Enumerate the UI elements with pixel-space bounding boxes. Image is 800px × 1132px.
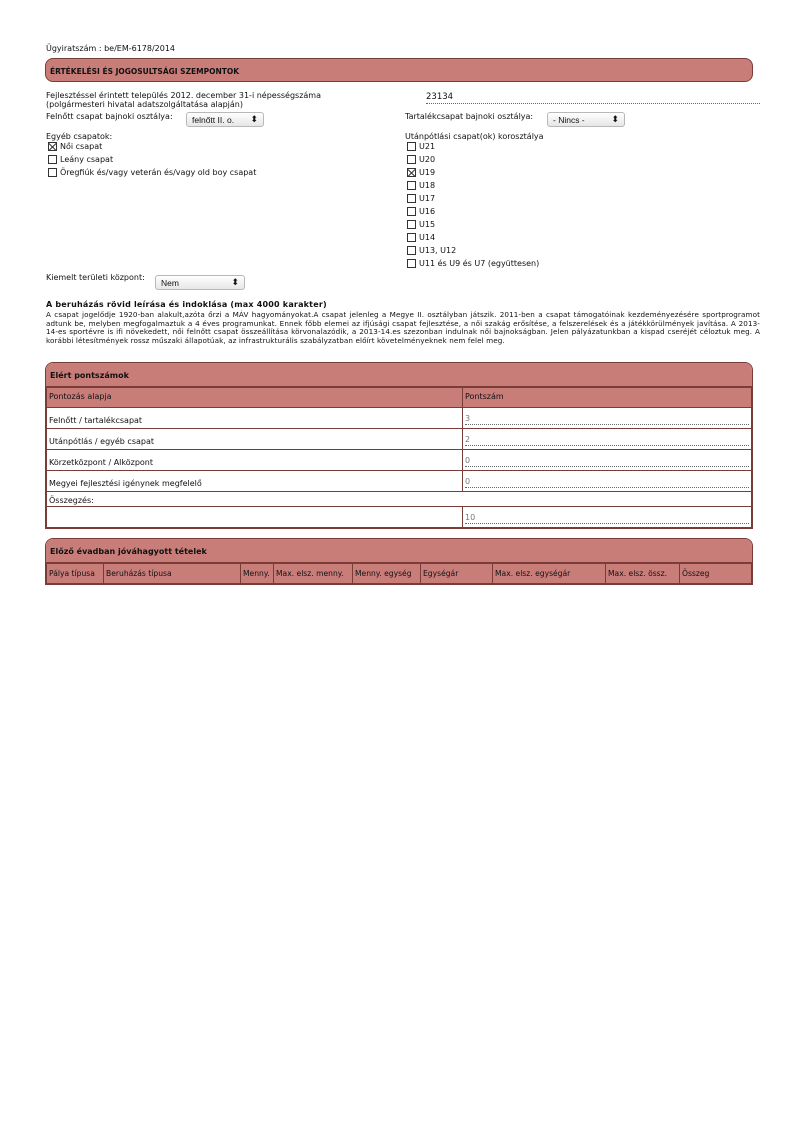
checkbox-icon[interactable] xyxy=(407,220,416,229)
previous-items-header-row xyxy=(47,564,752,584)
checkbox-label: U15 xyxy=(419,220,436,229)
select-arrows-icon: ⬍ xyxy=(231,277,239,287)
youth-u18[interactable] xyxy=(407,181,435,190)
checkbox-label: U18 xyxy=(419,181,436,190)
score-cell xyxy=(463,429,752,450)
score-row-label: Felnőtt / tartalékcsapat xyxy=(47,408,463,429)
youth-u20[interactable] xyxy=(407,155,435,164)
regional-center-label: Kiemelt területi központ: xyxy=(46,273,145,282)
other-team-girls[interactable] xyxy=(48,155,113,164)
score-cell xyxy=(463,471,752,492)
col-max-quantity: Max. elsz. menny. xyxy=(274,564,353,584)
checkbox-label: U17 xyxy=(419,194,436,203)
checkbox-icon[interactable] xyxy=(407,181,416,190)
summary-label-row xyxy=(47,492,752,507)
checkbox-label: U13, U12 xyxy=(419,246,457,255)
table-row xyxy=(47,429,752,450)
scores-title: Elért pontszámok xyxy=(46,363,752,387)
col-max-unit-price: Max. elsz. egységár xyxy=(493,564,606,584)
document-id: Ügyiratszám : be/EM-6178/2014 xyxy=(46,44,176,53)
youth-u16[interactable] xyxy=(407,207,435,216)
col-investment-type: Beruházás típusa xyxy=(104,564,241,584)
score-value: 2 xyxy=(465,434,749,446)
col-unit-price: Egységár xyxy=(421,564,493,584)
description-title: A beruházás rövid leírása és indoklása (max 4000 karakter) xyxy=(46,300,327,309)
score-cell xyxy=(463,408,752,429)
checkbox-label: Öregfiúk és/vagy veterán és/vagy old boy csapat xyxy=(60,168,257,177)
scores-table xyxy=(46,387,752,528)
score-row-label: Megyei fejlesztési igénynek megfelelő xyxy=(47,471,463,492)
reserve-team-selected: - Nincs - xyxy=(553,115,585,125)
youth-u13-u12[interactable] xyxy=(407,246,456,255)
checkbox-label: U16 xyxy=(419,207,436,216)
population-value: 23134 xyxy=(426,92,454,102)
previous-items-title: Előző évadban jóváhagyott tételek xyxy=(46,539,752,563)
col-quantity: Menny. xyxy=(241,564,274,584)
youth-u21[interactable] xyxy=(407,142,435,151)
reserve-team-select[interactable] xyxy=(547,112,625,127)
checkbox-icon[interactable] xyxy=(407,155,416,164)
adult-team-selected: felnőtt II. o. xyxy=(192,115,235,125)
checkbox-label: U14 xyxy=(419,233,436,242)
summary-label: Összegzés: xyxy=(47,492,752,507)
population-label-line1: Fejlesztéssel érintett település 2012. december 31-i népességszáma xyxy=(46,91,322,100)
checkbox-label: U21 xyxy=(419,142,436,151)
col-amount: Összeg xyxy=(680,564,752,584)
population-field xyxy=(426,92,760,104)
previous-items-table xyxy=(46,563,752,584)
checkbox-checked-icon[interactable] xyxy=(48,142,57,151)
youth-u17[interactable] xyxy=(407,194,435,203)
population-label-line2: (polgármesteri hivatal adatszolgáltatása alapján) xyxy=(46,100,243,109)
youth-u19[interactable] xyxy=(407,168,435,177)
regional-center-select[interactable] xyxy=(155,275,245,290)
col-max-total: Max. elsz. össz. xyxy=(606,564,680,584)
population-label xyxy=(46,91,321,109)
previous-items-panel xyxy=(45,538,753,585)
checkbox-label: Női csapat xyxy=(60,142,103,151)
scores-col-basis: Pontozás alapja xyxy=(47,388,463,408)
other-team-womens[interactable] xyxy=(48,142,102,151)
score-row-label: Körzetközpont / Alközpont xyxy=(47,450,463,471)
youth-teams-label: Utánpótlási csapat(ok) korosztálya xyxy=(405,132,544,141)
checkbox-icon[interactable] xyxy=(48,168,57,177)
checkbox-icon[interactable] xyxy=(407,142,416,151)
criteria-section-header: ÉRTÉKELÉSI ÉS JOGOSULTSÁGI SZEMPONTOK xyxy=(45,58,753,82)
checkbox-icon[interactable] xyxy=(48,155,57,164)
checkbox-icon[interactable] xyxy=(407,233,416,242)
regional-center-selected: Nem xyxy=(161,278,179,288)
other-teams-label: Egyéb csapatok: xyxy=(46,132,113,141)
checkbox-label: Leány csapat xyxy=(60,155,114,164)
youth-u15[interactable] xyxy=(407,220,435,229)
table-row xyxy=(47,408,752,429)
scores-panel xyxy=(45,362,753,529)
select-arrows-icon: ⬍ xyxy=(611,114,619,124)
col-field-type: Pálya típusa xyxy=(47,564,104,584)
score-value: 0 xyxy=(465,476,749,488)
summary-value: 10 xyxy=(465,512,749,524)
other-team-veterans[interactable] xyxy=(48,168,256,177)
summary-empty-cell xyxy=(47,507,463,528)
checkbox-icon[interactable] xyxy=(407,246,416,255)
checkbox-icon[interactable] xyxy=(407,207,416,216)
summary-cell xyxy=(463,507,752,528)
score-value: 3 xyxy=(465,413,749,425)
adult-team-label: Felnőtt csapat bajnoki osztálya: xyxy=(46,112,173,121)
summary-row xyxy=(47,507,752,528)
checkbox-label: U19 xyxy=(419,168,436,177)
adult-team-select[interactable] xyxy=(186,112,264,127)
youth-u11-u9-u7[interactable] xyxy=(407,259,539,268)
scores-col-points: Pontszám xyxy=(463,388,752,408)
checkbox-icon[interactable] xyxy=(407,194,416,203)
description-text: A csapat jogelődje 1920-ban alakult,azóta őrzi a MÁV hagyományokat.A csapat jelenleg a Megye II. osztályban játszik. 2011-ben a csapat támogatóinak kezdeményezésére sportprogramot adtunk be, melyben megfogalmaztuk a 4 éves programunkat. Ennek főbb elemei az ifjúsági csapat fejlesztése, a női szakág erősítése, a felszerelések és a játékkörülmények javítása. A 2013-14-es sportévre is ifi növekedett, női felnőtt csapat összeállítása körvonalazódik, a 2013-14.es szezonban indulnak női bajnokságban. Jelen pályázatunkban a kispad cseréjét céloztuk meg. A korábbi létesítmények rossz műszaki állapotúak, az infrastrukturális szabályzatban előírt követelményeknek nem felel meg. xyxy=(46,310,760,345)
reserve-team-label: Tartalékcsapat bajnoki osztálya: xyxy=(405,112,534,121)
score-cell xyxy=(463,450,752,471)
checkbox-label: U11 és U9 és U7 (együttesen) xyxy=(419,259,540,268)
table-row xyxy=(47,471,752,492)
checkbox-checked-icon[interactable] xyxy=(407,168,416,177)
checkbox-icon[interactable] xyxy=(407,259,416,268)
scores-header-row xyxy=(47,388,752,408)
youth-u14[interactable] xyxy=(407,233,435,242)
checkbox-label: U20 xyxy=(419,155,436,164)
score-value: 0 xyxy=(465,455,749,467)
select-arrows-icon: ⬍ xyxy=(250,114,258,124)
table-row xyxy=(47,450,752,471)
col-unit: Menny. egység xyxy=(353,564,421,584)
score-row-label: Utánpótlás / egyéb csapat xyxy=(47,429,463,450)
